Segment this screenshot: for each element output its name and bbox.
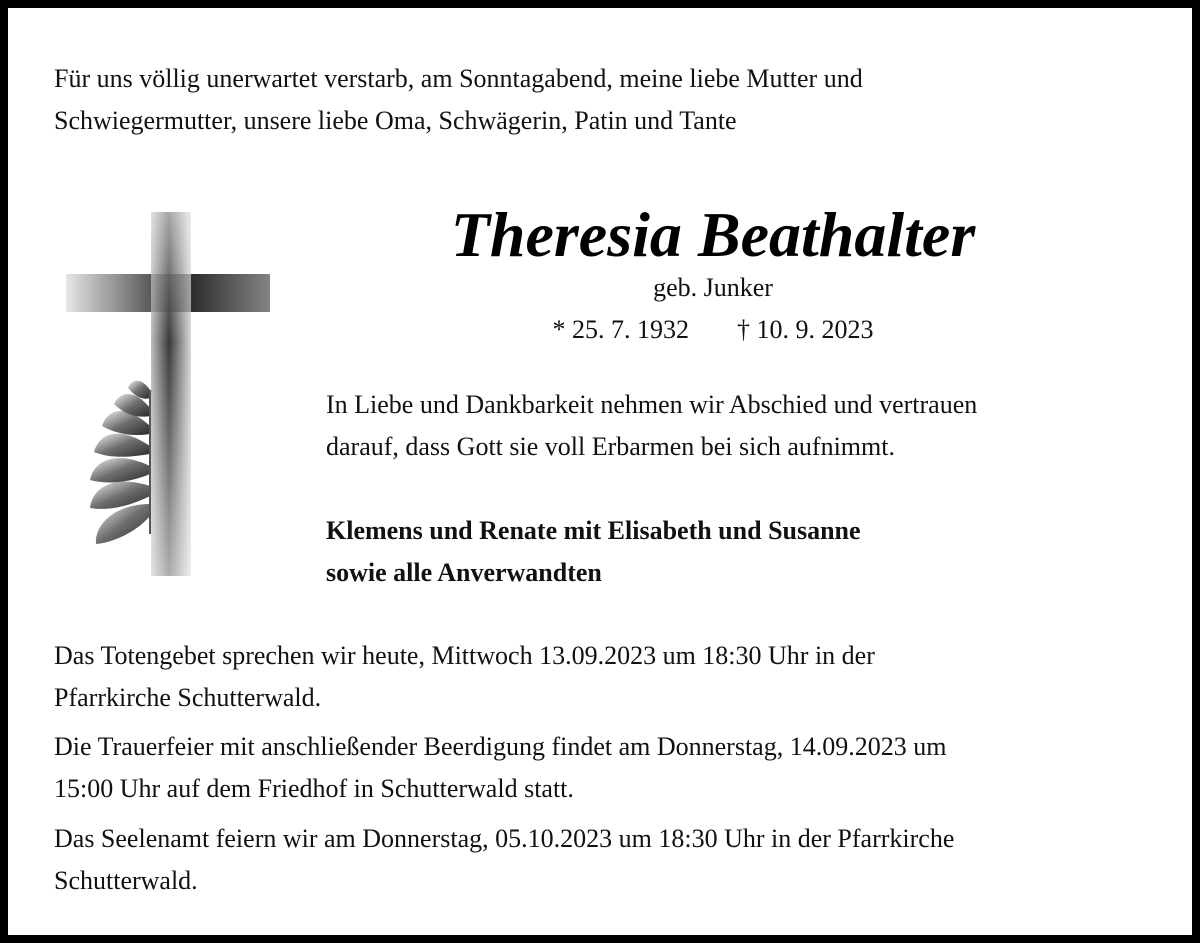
life-dates [308, 312, 1118, 348]
farewell-text [326, 384, 977, 468]
cross-with-palm-leaves-icon [56, 204, 270, 576]
birth-date: * 25. 7. 1932 [552, 315, 689, 344]
mourners-line: Klemens und Renate mit Elisabeth und Susanne [326, 516, 861, 545]
palm-leaves-icon [90, 381, 150, 544]
announcement-line: Schutterwald. [54, 866, 198, 895]
intro-line: Für uns völlig unerwartet verstarb, am Sonntagabend, meine liebe Mutter und [54, 64, 863, 93]
announcement-line: 15:00 Uhr auf dem Friedhof in Schutterwald statt. [54, 774, 574, 803]
announcement-funeral [54, 726, 946, 810]
announcement-line: Das Seelenamt feiern wir am Donnerstag, 05.10.2023 um 18:30 Uhr in der Pfarrkirche [54, 824, 955, 853]
farewell-line: darauf, dass Gott sie voll Erbarmen bei sich aufnimmt. [326, 432, 895, 461]
maiden-name: geb. Junker [653, 273, 773, 302]
announcement-prayer [54, 635, 875, 719]
deceased-name: Theresia Beathalter [450, 199, 976, 270]
announcement-line: Das Totengebet sprechen wir heute, Mittwoch 13.09.2023 um 18:30 Uhr in der [54, 641, 875, 670]
announcement-line: Pfarrkirche Schutterwald. [54, 683, 322, 712]
farewell-line: In Liebe und Dankbarkeit nehmen wir Abschied und vertrauen [326, 390, 978, 419]
mourners-list [326, 510, 861, 594]
announcement-line: Die Trauerfeier mit anschließender Beerdigung findet am Donnerstag, 14.09.2023 um [54, 732, 947, 761]
mourners-line: sowie alle Anverwandten [326, 558, 602, 587]
announcement-requiem [54, 818, 954, 902]
death-date: † 10. 9. 2023 [737, 315, 874, 344]
intro-line: Schwiegermutter, unsere liebe Oma, Schwägerin, Patin und Tante [54, 106, 737, 135]
intro-text [54, 58, 863, 142]
